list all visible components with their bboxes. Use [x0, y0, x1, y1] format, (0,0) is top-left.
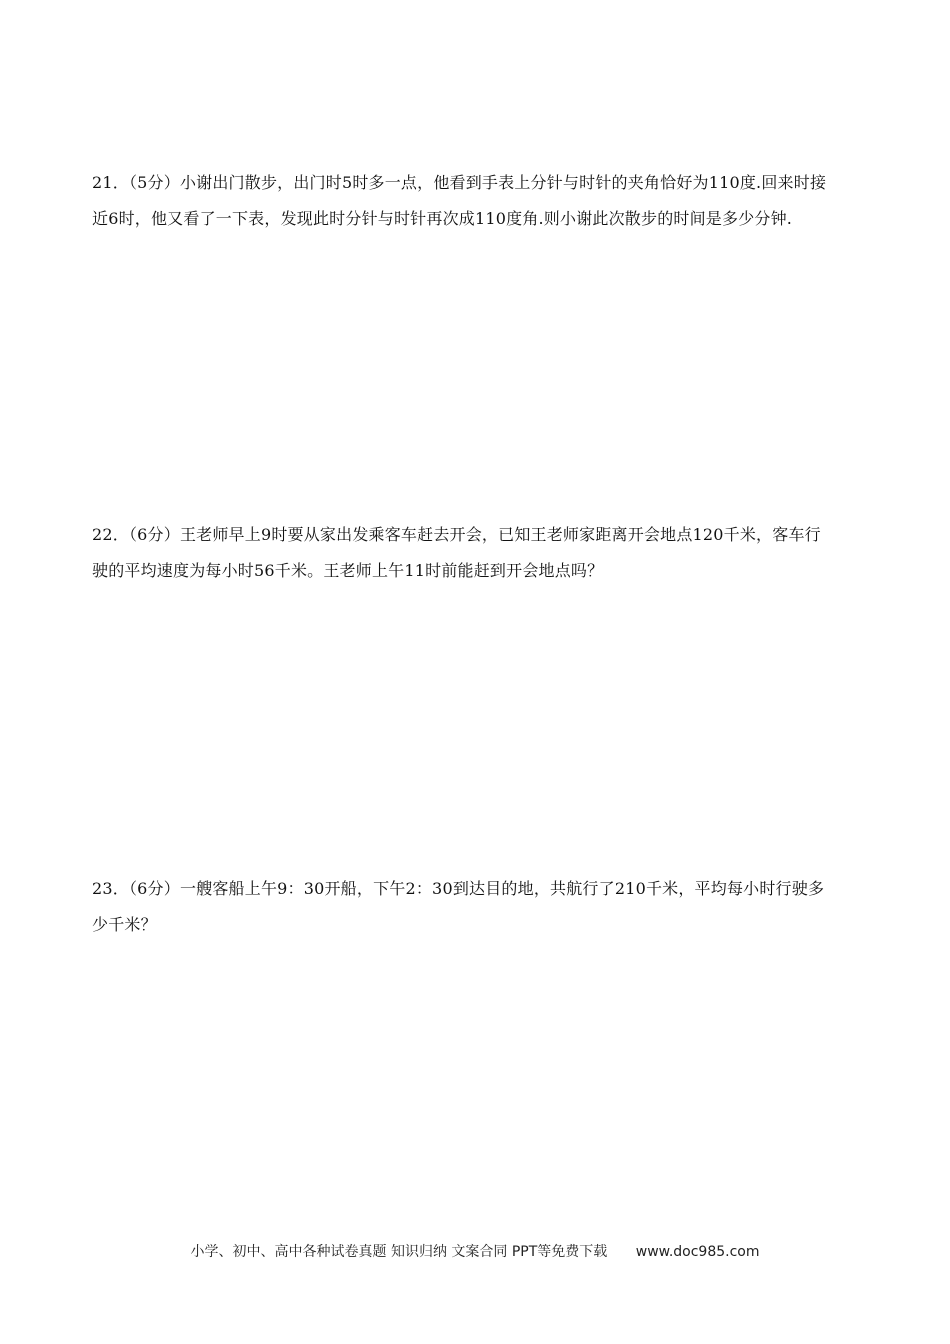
- question-22: [92, 517, 892, 589]
- footer-text: 小学、初中、高中各种试卷真题 知识归纳 文案合同 PPT等免费下载: [190, 1244, 608, 1260]
- question-23-line-2: 少千米？: [92, 915, 157, 934]
- question-23: [92, 871, 892, 943]
- question-22-line-2: 驶的平均速度为每小时56千米。王老师上午11时前能赶到开会地点吗？: [92, 561, 604, 580]
- question-22-line-1: 22．（6分）王老师早上9时要从家出发乘客车赶去开会，已知王老师家距离开会地点120千米，客车行: [92, 525, 821, 544]
- question-21-line-2: 近6时，他又看了一下表，发现此时分针与时针再次成110度角.则小谢此次散步的时间是多少分钟.: [92, 209, 793, 228]
- question-21: [92, 165, 892, 237]
- question-21-line-1: 21．（5分）小谢出门散步，出门时5时多一点，他看到手表上分针与时针的夹角恰好为110度.回来时接: [92, 173, 827, 192]
- footer-url: www.doc985.com: [635, 1244, 760, 1260]
- page-footer: [0, 1241, 950, 1261]
- question-23-line-1: 23．（6分）一艘客船上午9：30开船，下午2：30到达目的地，共航行了210千米，平均每小时行驶多: [92, 879, 825, 898]
